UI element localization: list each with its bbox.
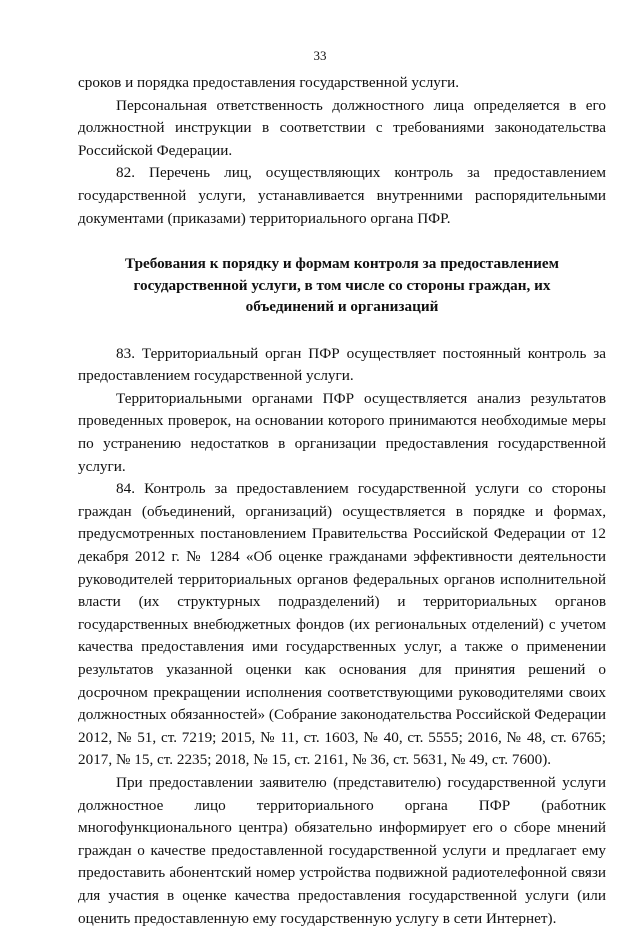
paragraph-84: 84. Контроль за предоставлением государственной услуги со стороны граждан (объединений, организаций) осуществляется в порядке и формах, предусмотренных постановлением Правительства Российской Федерации от 12 декабря 2012 г. № 1284 «Об оценке гражданами эффективности деятельности руководителей территориальных органов федеральных органов исполнительной власти (их структурных подразделений) и территориальных органов государственных внебюджетных фондов (их региональных отделений) с учетом качества предоставления ими государственных услуг, а также о применении результатов указанной оценки как основания для принятия решений о досрочном прекращении исполнения соответствующими руководителями своих должностных обязанностей» (Собрание законодательства Российской Федерации 2012, № 51, ст. 7219; 2015, № 11, ст. 1603, № 40, ст. 5555; 2016, № 48, ст. 6765; 2017, № 15, ст. 2235; 2018, № 15, ст. 2161, № 36, ст. 5631, № 49, ст. 7600). xyxy=(78,480,607,769)
page-number: 33 xyxy=(313,48,327,63)
paragraph-continuation: сроков и порядка предоставления государственной услуги. xyxy=(78,74,460,91)
document-body xyxy=(78,72,606,930)
paragraph-82: 82. Перечень лиц, осуществляющих контроль за предоставлением государственной услуги, устанавливается внутренними распорядительными документами (приказами) территориального органа ПФР. xyxy=(78,164,606,227)
paragraph-analysis: Территориальными органами ПФР осуществляется анализ результатов проведенных проверок, на основании которого принимаются необходимые меры по устранению недостатков в организации предоставления государственной услуги. xyxy=(78,389,606,475)
section-heading: Требования к порядку и формам контроля за предоставлением государственной услуги, в том числе со стороны граждан, их объединений и организаций xyxy=(125,255,559,316)
paragraph-responsibility: Персональная ответственность должностного лица определяется в его должностной инструкции в соответствии с требованиями законодательства Российской Федерации. xyxy=(78,96,606,159)
paragraph-83: 83. Территориальный орган ПФР осуществляет постоянный контроль за предоставлением государственной услуги. xyxy=(78,344,606,385)
paragraph-informing: При предоставлении заявителю (представителю) государственной услуги должностное лицо территориального органа ПФР (работник многофункционального центра) обязательно информирует его о сборе мнений граждан о качестве предоставленной государственной услуги и предлагает ему предоставить абонентский номер устройства подвижной радиотелефонной связи для участия в оценке качества предоставления государственной услуги (или оценить предоставленную ему государственную услугу в сети Интернет). xyxy=(78,773,606,927)
